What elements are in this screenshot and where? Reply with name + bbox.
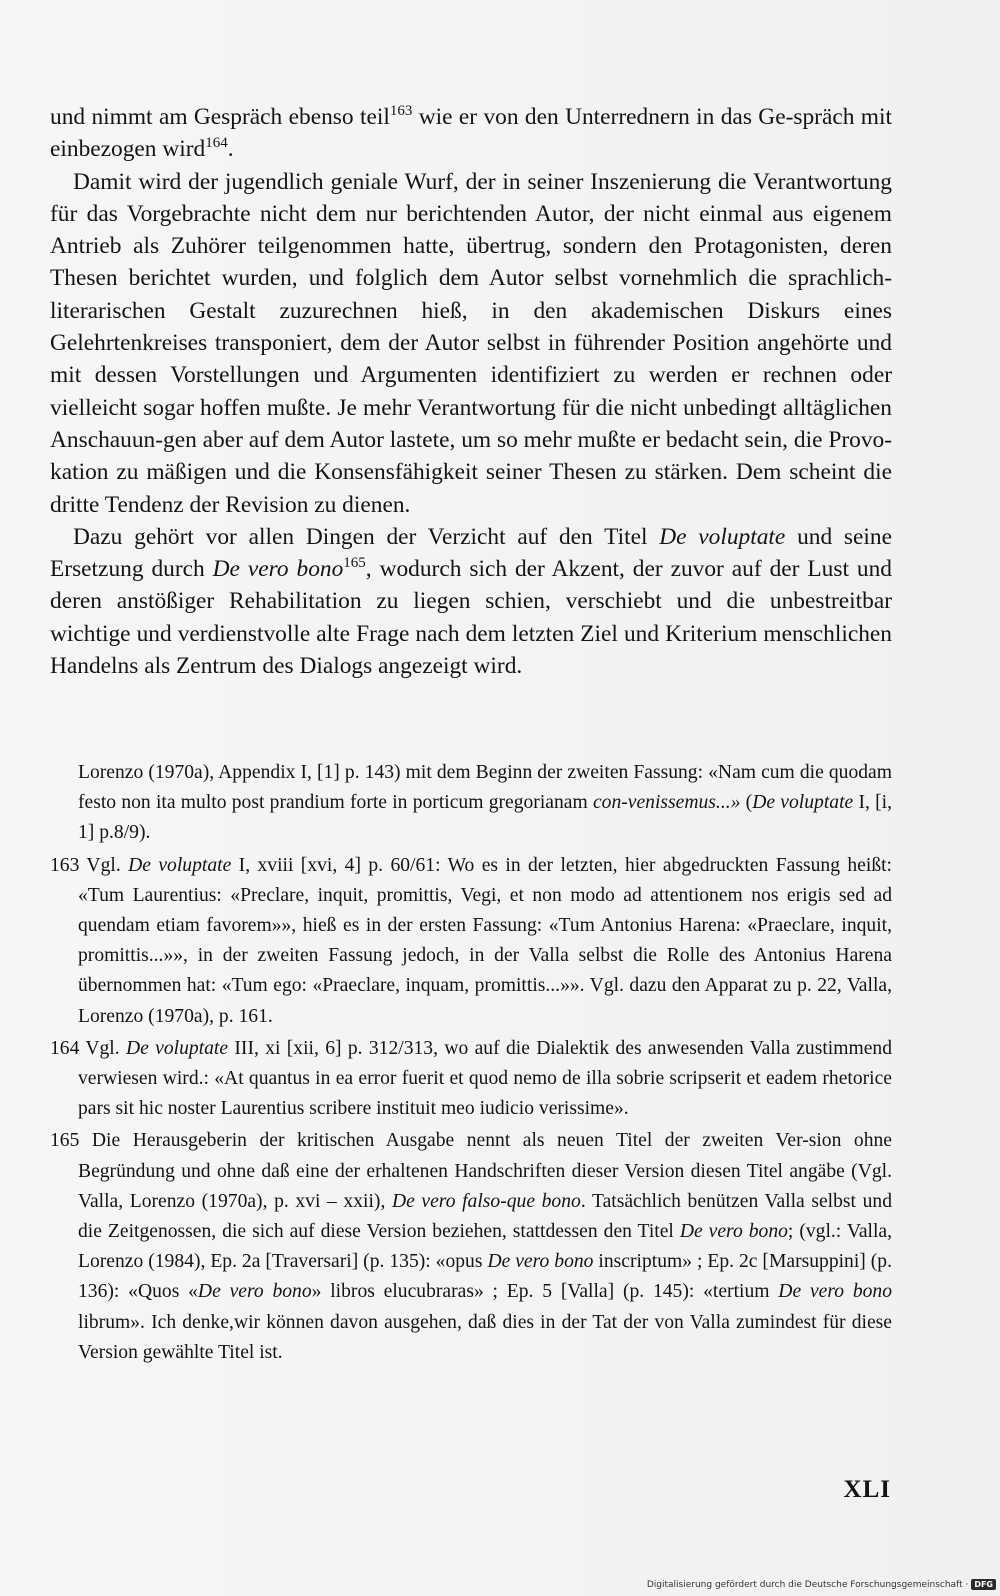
text-run: III, xi [xii, 6] p. 312/313, wo auf die Dialektik des anwesenden Valla zustimmend verwiesen wird.: «At quantus in ea error fuerit et quod nemo de illa sobrie scripserit et eadem rhetorice pars sit hic noster Laurentius scribere instituit meo iudicio verissime». bbox=[78, 1037, 892, 1120]
text-run: und nimmt am Gespräch ebenso teil bbox=[50, 104, 390, 130]
footnote-165 bbox=[50, 1126, 892, 1368]
italic-title: De voluptate bbox=[659, 523, 786, 550]
paragraph-1 bbox=[50, 101, 892, 166]
italic-text: con-venissemus...» bbox=[592, 792, 741, 814]
text-run: Vgl. bbox=[79, 854, 129, 876]
italic-title: De voluptate bbox=[125, 1037, 229, 1059]
main-text bbox=[50, 101, 892, 682]
text-run: ; (vgl.: Valla, Lorenzo (1984), Ep. 2a [Traversari] (p. 135): «opus bbox=[78, 1221, 893, 1273]
text-run: ( bbox=[740, 792, 753, 814]
italic-title: De vero falso-que bono bbox=[391, 1190, 581, 1212]
text-run: I, xviii [xvi, 4] p. 60/61: Wo es in der letzten, hier abgedruckten Fassung heißt: «Tum Laurentius: «Preclare, inquit, promittis, Vegi, et non modo ad attentionem nos erigis sed ad quendam etiam favorem»», hieß es in der ersten Fassung: «Tum Antonius Harena: «Praeclare, inquit, promittis...»», in der zweiten Fassung jedoch, in der Valla selbst die Rolle des Antonius Harena übernommen hat: «Tum ego: «Praeclare, inquam, promittis...»». Vgl. dazu den Apparat zu p. 22, Valla, Lorenzo (1970a), p. 161. bbox=[78, 854, 892, 1027]
italic-title: De vero bono bbox=[778, 1281, 893, 1303]
footnote-number: 163 bbox=[50, 854, 80, 876]
text-run: Lorenzo (1970a), Appendix I, [1] p. 143) mit dem Beginn der zweiten Fassung: «Nam cum die quodam festo non ita multo post prandium forte in porticum gregorianam bbox=[78, 762, 892, 814]
italic-title: De voluptate bbox=[752, 792, 854, 814]
digitization-credit bbox=[647, 1579, 996, 1590]
paragraph-2: Damit wird der jugendlich geniale Wurf, der in seiner Inszenierung die Verantwortung für das Vorgebrachte nicht dem nur berichtenden Autor, der nicht einmal aus eigenem Antrieb als Zuhörer teilgenommen hatte, übertrug, sondern den Protagonisten, deren Thesen berichtet wurden, und folglich dem Autor selbst vornehmlich die sprachlich-literarischen Gestalt zuzurechnen hieß, in den akademischen Diskurs eines Gelehrtenkreises transponiert, dem der Autor selbst in führender Position angehörte und mit dessen Vorstellungen und Argumenten identifiziert zu werden er rechnen oder vielleicht sogar hoffen mußte. Je mehr Verantwortung für die nicht unbedingt alltäglichen Anschauun-gen aber auf dem Autor lastete, um so mehr mußte er bedacht sein, die Provo-kation zu mäßigen und die Konsensfähigkeit seiner Thesen zu stärken. Dem scheint die dritte Tendenz der Revision zu dienen. bbox=[50, 168, 892, 518]
footnote-ref-164: 164 bbox=[205, 135, 228, 152]
text-run: Vgl. bbox=[79, 1037, 126, 1059]
italic-title: De vero bono bbox=[679, 1221, 788, 1243]
text-run: . Tatsächlich benützen Valla selbst und die Zeitgenossen, die sich auf diese Version beziehen, stattdessen den Titel bbox=[78, 1190, 892, 1243]
text-run: und seine Ersetzung durch bbox=[50, 523, 892, 583]
italic-title: De vero bono bbox=[212, 556, 344, 583]
text-run: librum». Ich denke,wir können davon ausgehen, daß dies in der Tat der von Valla zumindest für diese Version gewählte Titel ist. bbox=[78, 1311, 892, 1363]
footnote-ref-163: 163 bbox=[389, 103, 413, 119]
footnotes bbox=[50, 758, 892, 1370]
page-number: XLI bbox=[843, 1476, 891, 1503]
credit-text: Digitalisierung gefördert durch die Deutsche Forschungsgemeinschaft · bbox=[646, 1579, 969, 1590]
text-run: , wodurch sich der Akzent, der zuvor auf der Lust und deren anstößiger Rehabilitation zu liegen schien, verschiebt und die unbestreitbar wichtige und verdienstvolle alte Frage nach dem letzten Ziel und Kriterium menschlichen Handelns als Zentrum des Dialogs angezeigt wird. bbox=[50, 556, 892, 680]
italic-title: De vero bono bbox=[197, 1281, 312, 1303]
footnote-continuation bbox=[50, 758, 892, 849]
text-run: wie er von den Unterrednern in das Ge-spräch mit einbezogen wird bbox=[50, 104, 892, 163]
italic-title: De voluptate bbox=[128, 854, 232, 876]
text-run: » libros elucubraras» ; Ep. 5 [Valla] (p. 145): «tertium bbox=[311, 1281, 779, 1303]
paragraph-3 bbox=[50, 521, 892, 682]
footnote-163 bbox=[50, 851, 892, 1032]
text-run: . bbox=[227, 136, 234, 163]
footnote-number: 164 bbox=[50, 1037, 80, 1059]
text-run: inscriptum» ; Ep. 2c [Marsuppini] (p. 136): «Quos « bbox=[78, 1251, 892, 1303]
footnote-164 bbox=[50, 1034, 892, 1125]
dfg-logo-icon: DFG bbox=[971, 1579, 996, 1590]
text-run: Dazu gehört vor allen Dingen der Verzicht auf den Titel bbox=[73, 523, 660, 550]
footnote-ref-165: 165 bbox=[343, 555, 366, 572]
footnote-number: 165 bbox=[50, 1130, 80, 1152]
italic-title: De vero bono bbox=[487, 1251, 594, 1273]
text-run: Die Herausgeberin der kritischen Ausgabe nennt als neuen Titel der zweiten Ver-sion ohne Begründung und ohne daß eine der erhaltenen Handschriften dieser Version diesen Titel angäbe (Vgl. Valla, Lorenzo (1970a), p. xvi – xxii), bbox=[78, 1130, 892, 1212]
text-run: I, [i, 1] p.8/9). bbox=[78, 792, 892, 844]
